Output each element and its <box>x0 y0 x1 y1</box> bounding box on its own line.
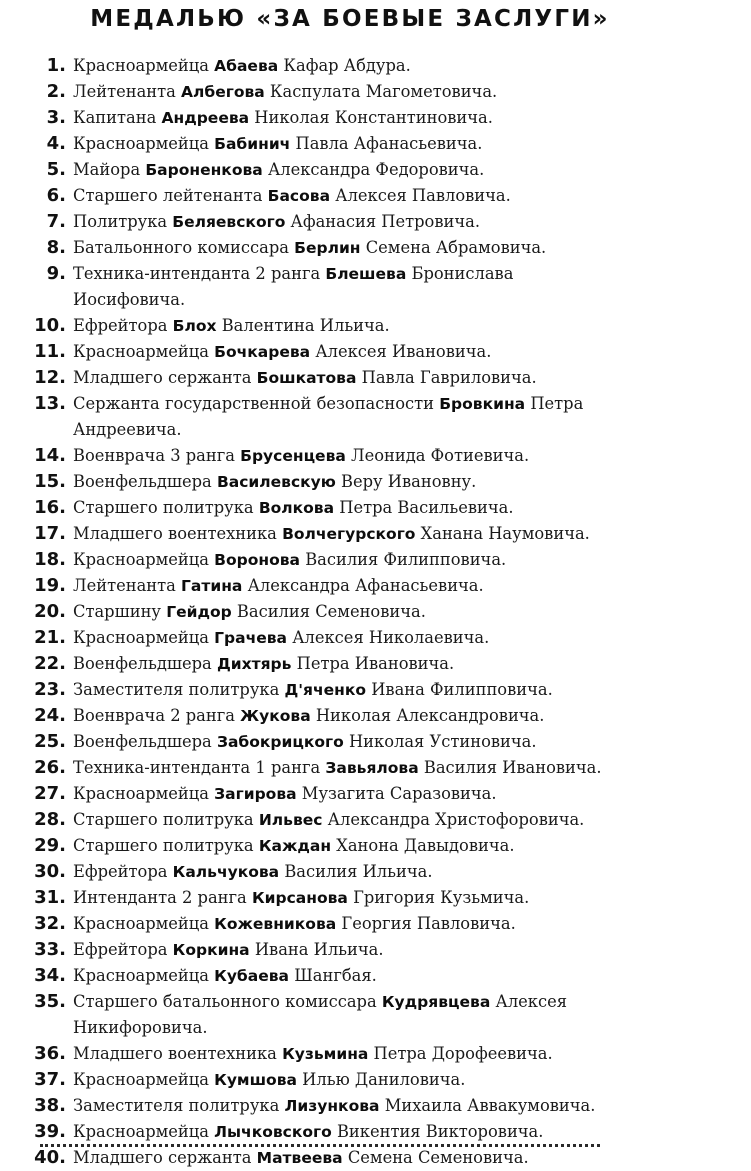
entry-text <box>73 833 515 859</box>
entry-given-names: Павла Афанасьевича. <box>295 134 483 153</box>
entry-rank: Лейтенанта <box>73 82 176 101</box>
entry-surname: Кудрявцева <box>381 993 491 1011</box>
award-entry <box>0 599 751 625</box>
entry-surname: Кожевникова <box>214 915 337 933</box>
award-entry <box>0 469 751 495</box>
entry-text <box>73 157 484 183</box>
award-entry <box>0 1041 751 1067</box>
entry-text <box>73 573 484 599</box>
entry-surname: Абаева <box>214 57 279 75</box>
entry-surname: Лычковского <box>214 1123 332 1141</box>
award-entry <box>0 183 751 209</box>
entry-rank: Сержанта государственной безопасности <box>73 394 435 413</box>
entry-given-names: Павла Гавриловича. <box>361 368 537 387</box>
entry-text <box>73 131 482 157</box>
entry-rank: Ефрейтора <box>73 316 168 335</box>
entry-number: 36. <box>34 1043 66 1064</box>
entry-text <box>73 1041 553 1067</box>
award-entry <box>0 547 751 573</box>
entry-number: 29. <box>34 835 66 856</box>
award-entry <box>0 261 751 313</box>
entry-rank: Старшего политрука <box>73 836 254 855</box>
entry-given-names: Петра <box>530 394 584 413</box>
entry-given-names: Музагита Саразовича. <box>301 784 497 803</box>
entry-number: 4. <box>46 133 66 154</box>
entry-number: 14. <box>34 445 66 466</box>
entry-rank: Техника-интенданта 1 ранга <box>73 758 321 777</box>
entry-rank: Лейтенанта <box>73 576 176 595</box>
entry-given-names: Александра Афанасьевича. <box>247 576 484 595</box>
award-entry <box>0 1093 751 1119</box>
entry-given-names: Кафар Абдура. <box>283 56 411 75</box>
entry-text <box>73 989 567 1015</box>
entry-text <box>73 469 476 495</box>
entry-rank: Интенданта 2 ранга <box>73 888 247 907</box>
entry-given-names: Ивана Ильича. <box>254 940 384 959</box>
entry-text <box>73 235 546 261</box>
entry-surname: Бабинич <box>214 135 291 153</box>
entry-number: 21. <box>34 627 66 648</box>
award-entry <box>0 729 751 755</box>
entry-number: 26. <box>34 757 66 778</box>
award-entry <box>0 105 751 131</box>
entry-surname: Коркина <box>172 941 250 959</box>
entry-given-names: Бронислава <box>411 264 514 283</box>
award-entry <box>0 339 751 365</box>
award-entry <box>0 963 751 989</box>
entry-rank: Красноармейца <box>73 966 209 985</box>
entry-rank: Младшего воентехника <box>73 1044 277 1063</box>
entry-number: 3. <box>46 107 66 128</box>
entry-text <box>73 703 544 729</box>
entry-rank: Старшего политрука <box>73 498 254 517</box>
entry-text <box>73 625 489 651</box>
entry-rank: Старшего политрука <box>73 810 254 829</box>
award-entry <box>0 885 751 911</box>
entry-text <box>73 547 506 573</box>
award-entry <box>0 989 751 1041</box>
entry-text <box>73 391 583 417</box>
entry-given-names: Леонида Фотиевича. <box>351 446 530 465</box>
entry-rank: Красноармейца <box>73 784 209 803</box>
entry-rank: Заместителя политрука <box>73 680 280 699</box>
entry-text <box>73 313 390 339</box>
entry-rank: Майора <box>73 160 141 179</box>
entry-surname: Андреева <box>161 109 250 127</box>
entry-rank: Ефрейтора <box>73 940 168 959</box>
entry-surname: Грачева <box>214 629 288 647</box>
award-list <box>0 53 751 1171</box>
entry-rank: Младшего воентехника <box>73 524 277 543</box>
entry-given-names: Николая Константиновича. <box>254 108 493 127</box>
entry-number: 33. <box>34 939 66 960</box>
entry-number: 5. <box>46 159 66 180</box>
entry-text <box>73 1119 543 1145</box>
entry-text <box>73 911 516 937</box>
entry-number: 15. <box>34 471 66 492</box>
entry-surname: Василевскую <box>216 473 336 491</box>
entry-text <box>73 651 454 677</box>
entry-number: 23. <box>34 679 66 700</box>
entry-surname: Бочкарева <box>214 343 311 361</box>
entry-rank: Младшего сержанта <box>73 368 252 387</box>
entry-rank: Военфельдшера <box>73 732 212 751</box>
entry-rank: Заместителя политрука <box>73 1096 280 1115</box>
entry-text <box>73 677 553 703</box>
entry-number: 37. <box>34 1069 66 1090</box>
entry-text <box>73 209 480 235</box>
entry-text <box>73 183 511 209</box>
entry-given-names: Михаила Аввакумовича. <box>384 1096 596 1115</box>
entry-surname: Басова <box>267 187 331 205</box>
entry-rank: Красноармейца <box>73 550 209 569</box>
entry-surname: Берлин <box>294 239 361 257</box>
entry-surname: Воронова <box>214 551 300 569</box>
entry-rank: Капитана <box>73 108 157 127</box>
entry-surname: Жукова <box>240 707 311 725</box>
entry-given-names: Василия Семеновича. <box>236 602 426 621</box>
entry-rank: Военфельдшера <box>73 654 212 673</box>
entry-number: 27. <box>34 783 66 804</box>
award-entry <box>0 131 751 157</box>
award-entry <box>0 937 751 963</box>
award-entry <box>0 79 751 105</box>
entry-surname: Беляевского <box>172 213 286 231</box>
entry-text <box>73 53 411 79</box>
entry-surname: Бошкатова <box>256 369 357 387</box>
entry-number: 32. <box>34 913 66 934</box>
award-entry <box>0 573 751 599</box>
entry-given-names: Николая Устиновича. <box>348 732 537 751</box>
entry-rank: Военфельдшера <box>73 472 212 491</box>
entry-number: 6. <box>46 185 66 206</box>
entry-text <box>73 885 529 911</box>
entry-number: 22. <box>34 653 66 674</box>
entry-given-names: Ханона Давыдовича. <box>336 836 515 855</box>
entry-number: 17. <box>34 523 66 544</box>
entry-given-names: Каспулата Магометовича. <box>269 82 498 101</box>
award-entry <box>0 443 751 469</box>
entry-number: 30. <box>34 861 66 882</box>
entry-given-names: Григория Кузьмича. <box>353 888 530 907</box>
entry-text <box>73 521 590 547</box>
entry-surname: Бароненкова <box>145 161 263 179</box>
award-entry <box>0 755 751 781</box>
entry-surname: Албегова <box>181 83 265 101</box>
entry-rank: Военврача 3 ранга <box>73 446 235 465</box>
entry-given-names: Илью Даниловича. <box>302 1070 466 1089</box>
entry-number: 11. <box>34 341 66 362</box>
entry-number: 34. <box>34 965 66 986</box>
entry-number: 40. <box>34 1147 66 1168</box>
entry-surname: Кальчукова <box>172 863 280 881</box>
entry-given-names: Петра Дорофеевича. <box>373 1044 553 1063</box>
entry-text <box>73 365 537 391</box>
entry-rank: Батальонного комиссара <box>73 238 289 257</box>
entry-number: 1. <box>46 55 66 76</box>
entry-surname: Забокрицкого <box>216 733 344 751</box>
cut-off-text-fragment <box>40 1144 600 1150</box>
entry-surname: Кумшова <box>214 1071 297 1089</box>
award-entry <box>0 157 751 183</box>
entry-rank: Военврача 2 ранга <box>73 706 235 725</box>
entry-rank: Политрука <box>73 212 168 231</box>
entry-rank: Красноармейца <box>73 342 209 361</box>
entry-text <box>73 599 426 625</box>
entry-rank: Красноармейца <box>73 1122 209 1141</box>
entry-continuation: Андреевича. <box>73 420 182 439</box>
entry-number: 18. <box>34 549 66 570</box>
entry-given-names: Василия Ивановича. <box>423 758 602 777</box>
entry-surname: Бровкина <box>439 395 526 413</box>
entry-given-names: Веру Ивановну. <box>341 472 477 491</box>
document-heading: МЕДАЛЬЮ «ЗА БОЕВЫЕ ЗАСЛУГИ» <box>90 6 610 32</box>
entry-number: 2. <box>46 81 66 102</box>
entry-text <box>73 807 584 833</box>
entry-given-names: Семена Абрамовича. <box>365 238 547 257</box>
entry-surname: Блох <box>172 317 217 335</box>
entry-surname: Волчегурского <box>282 525 416 543</box>
entry-surname: Ильвес <box>258 811 323 829</box>
entry-surname: Гейдор <box>166 603 232 621</box>
award-entry <box>0 859 751 885</box>
entry-number: 38. <box>34 1095 66 1116</box>
entry-surname: Кубаева <box>214 967 289 985</box>
entry-given-names: Александра Федоровича. <box>267 160 485 179</box>
entry-number: 24. <box>34 705 66 726</box>
award-entry <box>0 1067 751 1093</box>
entry-text <box>73 79 497 105</box>
entry-given-names: Викентия Викторовича. <box>336 1122 544 1141</box>
entry-given-names: Афанасия Петровича. <box>290 212 481 231</box>
entry-given-names: Петра Ивановича. <box>296 654 455 673</box>
entry-given-names: Петра Васильевича. <box>339 498 514 517</box>
entry-text <box>73 729 537 755</box>
award-entry <box>0 781 751 807</box>
entry-number: 7. <box>46 211 66 232</box>
entry-given-names: Николая Александровича. <box>315 706 545 725</box>
entry-surname: Лизункова <box>284 1097 380 1115</box>
entry-given-names: Ханана Наумовича. <box>420 524 590 543</box>
entry-rank: Красноармейца <box>73 56 209 75</box>
entry-text <box>73 755 602 781</box>
entry-given-names: Ивана Филипповича. <box>371 680 553 699</box>
entry-rank: Техника-интенданта 2 ранга <box>73 264 321 283</box>
entry-surname: Кузьмина <box>282 1045 369 1063</box>
entry-given-names: Георгия Павловича. <box>341 914 516 933</box>
entry-rank: Красноармейца <box>73 1070 209 1089</box>
entry-given-names: Алексея Ивановича. <box>315 342 492 361</box>
entry-text <box>73 937 384 963</box>
entry-text <box>73 261 513 287</box>
entry-surname: Загирова <box>214 785 297 803</box>
award-entry <box>0 495 751 521</box>
entry-number: 12. <box>34 367 66 388</box>
award-entry <box>0 833 751 859</box>
award-entry <box>0 209 751 235</box>
entry-given-names: Алексея Николаевича. <box>292 628 490 647</box>
entry-text <box>73 339 491 365</box>
entry-rank: Красноармейца <box>73 914 209 933</box>
entry-surname: Брусенцева <box>240 447 346 465</box>
entry-number: 39. <box>34 1121 66 1142</box>
award-entry <box>0 807 751 833</box>
entry-surname: Д'яченко <box>284 681 367 699</box>
entry-surname: Дихтярь <box>216 655 292 673</box>
entry-surname: Кирсанова <box>251 889 348 907</box>
entry-text <box>73 495 514 521</box>
entry-given-names: Василия Ильича. <box>284 862 433 881</box>
entry-given-names: Алексея <box>495 992 567 1011</box>
award-entry <box>0 313 751 339</box>
entry-rank: Красноармейца <box>73 628 209 647</box>
entry-number: 9. <box>46 263 66 284</box>
entry-rank: Красноармейца <box>73 134 209 153</box>
truncated-next-line <box>0 1143 751 1150</box>
award-entry <box>0 365 751 391</box>
entry-surname: Волкова <box>258 499 335 517</box>
award-entry <box>0 521 751 547</box>
entry-number: 28. <box>34 809 66 830</box>
award-entry <box>0 53 751 79</box>
entry-rank: Старшего батальонного комиссара <box>73 992 377 1011</box>
award-entry <box>0 703 751 729</box>
award-entry <box>0 1119 751 1145</box>
entry-rank: Ефрейтора <box>73 862 168 881</box>
entry-surname: Гатина <box>181 577 243 595</box>
entry-number: 19. <box>34 575 66 596</box>
entry-surname: Матвеева <box>256 1149 343 1167</box>
entry-text <box>73 443 529 469</box>
entry-rank: Младшего сержанта <box>73 1148 252 1167</box>
entry-given-names: Василия Филипповича. <box>305 550 507 569</box>
award-entry <box>0 651 751 677</box>
entry-given-names: Александра Христофоровича. <box>327 810 585 829</box>
entry-continuation: Никифоровича. <box>73 1018 208 1037</box>
entry-given-names: Шангбая. <box>294 966 377 985</box>
entry-rank: Старшего лейтенанта <box>73 186 263 205</box>
entry-text <box>73 781 497 807</box>
award-entry <box>0 235 751 261</box>
entry-text <box>73 859 433 885</box>
entry-text <box>73 1067 465 1093</box>
entry-number: 16. <box>34 497 66 518</box>
entry-text <box>73 105 493 131</box>
award-entry <box>0 677 751 703</box>
entry-given-names: Семена Семеновича. <box>347 1148 529 1167</box>
entry-given-names: Валентина Ильича. <box>221 316 390 335</box>
entry-text <box>73 1093 595 1119</box>
entry-number: 25. <box>34 731 66 752</box>
entry-number: 20. <box>34 601 66 622</box>
entry-number: 35. <box>34 991 66 1012</box>
entry-surname: Каждан <box>258 837 332 855</box>
entry-surname: Блешева <box>325 265 407 283</box>
entry-number: 31. <box>34 887 66 908</box>
award-entry <box>0 625 751 651</box>
entry-text <box>73 963 377 989</box>
entry-given-names: Алексея Павловича. <box>335 186 511 205</box>
entry-number: 13. <box>34 393 66 414</box>
entry-surname: Завьялова <box>325 759 419 777</box>
entry-continuation: Иосифовича. <box>73 290 186 309</box>
award-entry <box>0 911 751 937</box>
award-entry <box>0 391 751 443</box>
entry-number: 10. <box>34 315 66 336</box>
entry-number: 8. <box>46 237 66 258</box>
entry-rank: Старшину <box>73 602 162 621</box>
